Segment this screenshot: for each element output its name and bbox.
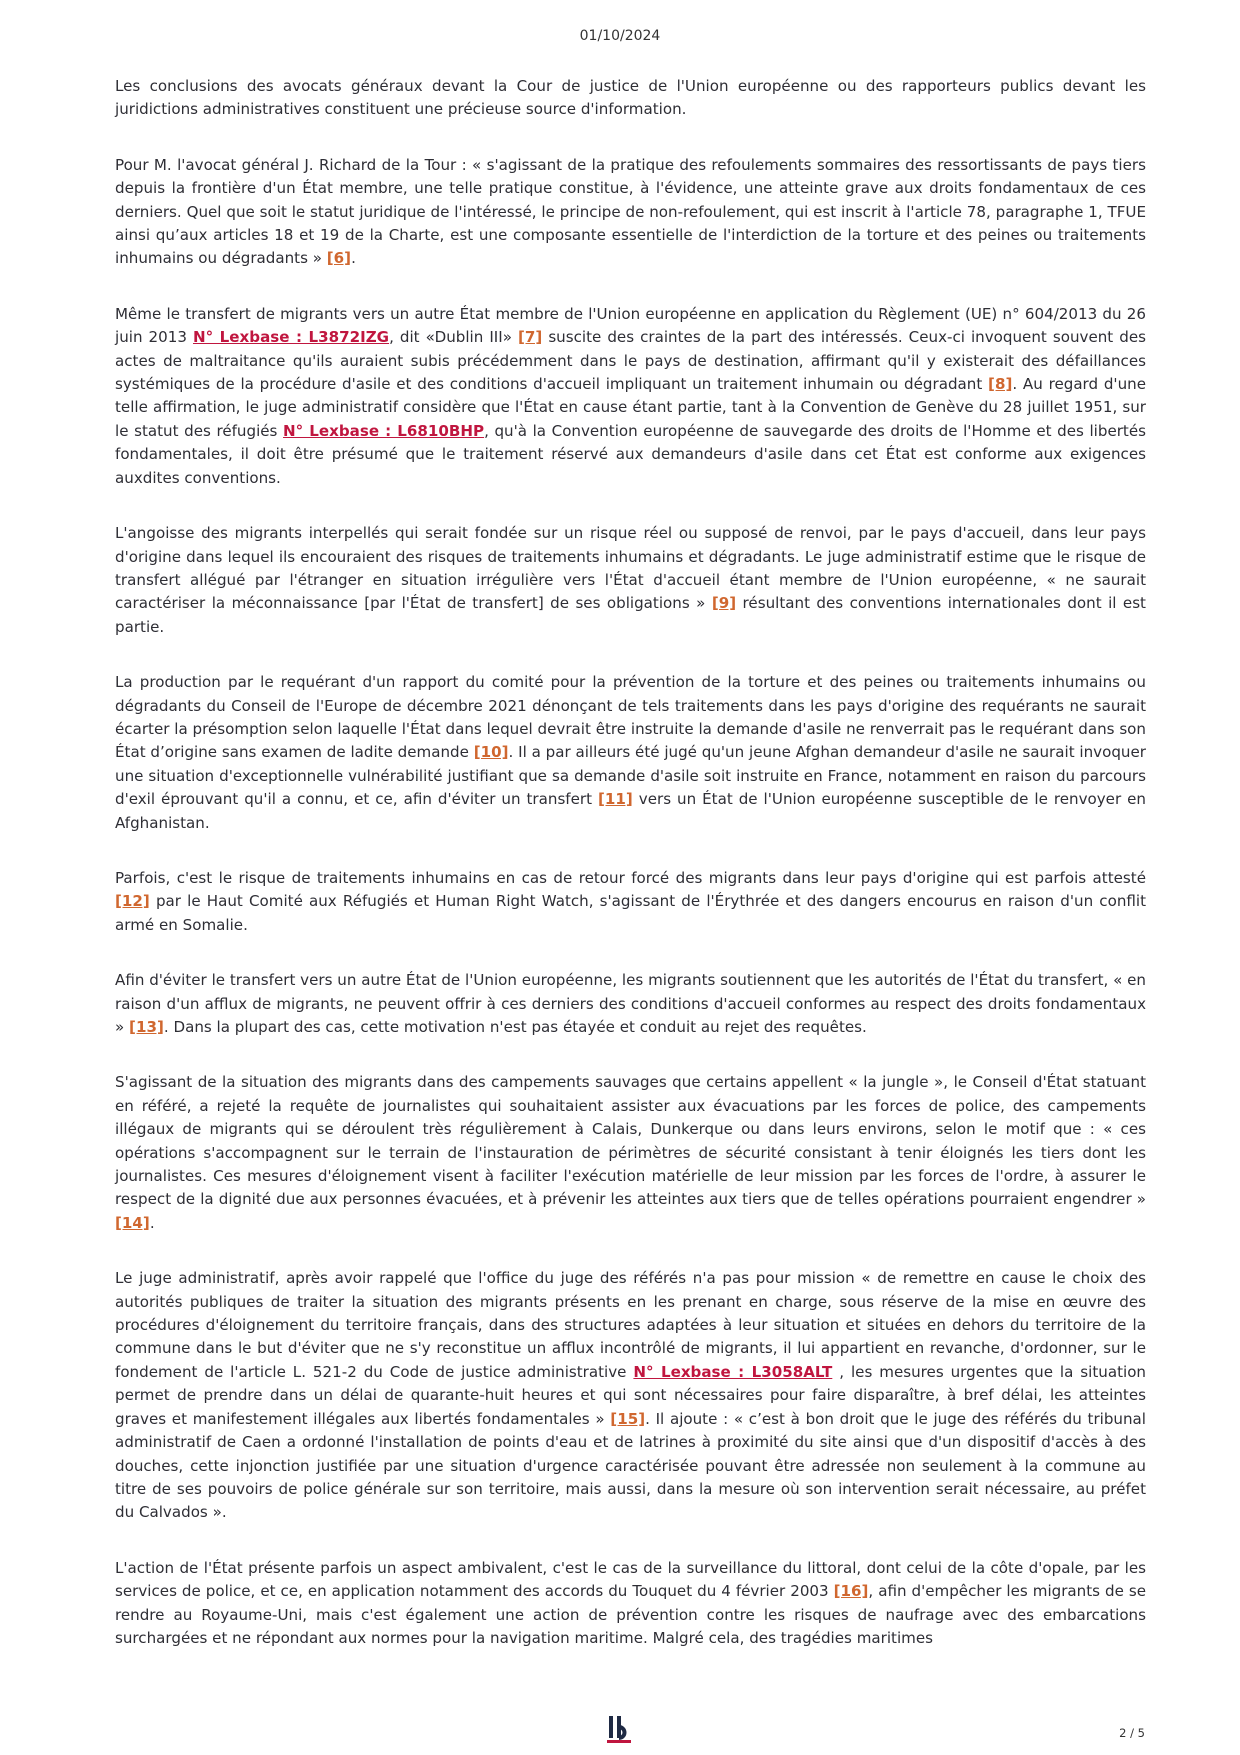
lexbase-logo-icon bbox=[604, 1714, 634, 1744]
paragraph bbox=[115, 303, 1146, 490]
paragraph-text: Le juge administratif, après avoir rappelé que l'office du juge des référés n'a pas pour mission « de remettre en cause le choix des autorités publiques de traiter la situation des migrants présents en les prenant en charge, sous réserve de la mise en œuvre des procédures d'éloignement du territoire français, dans des structures adaptées à leur situation et situées en dehors du territoire de la commune dans le but d'éviter que ne s'y reconstitue un afflux incontrôlé de migrants, il lui appartient en revanche, d'ordonner, sur le fondement de l'article L. 521-2 du Code de justice administrative bbox=[115, 1269, 1146, 1381]
paragraph-text: L'angoisse des migrants interpellés qui serait fondée sur un risque réel ou supposé de renvoi, par le pays d'accueil, dans leur pays d'origine dans lequel ils encouraient des risques de traitements inhumains et dégradants. Le juge administratif estime que le risque de transfert allégué par l'étranger en situation irrégulière vers l'État d'accueil étant membre de l'Union européenne, « ne saurait caractériser la méconnaissance [par l'État de transfert] de ses obligations » bbox=[115, 524, 1146, 613]
paragraph-text: Les conclusions des avocats généraux devant la Cour de justice de l'Union européenne ou des rapporteurs publics devant les juridictions administratives constituent une précieuse source d'information. bbox=[115, 77, 1146, 119]
paragraph bbox=[115, 1071, 1146, 1235]
paragraph-text: Parfois, c'est le risque de traitements inhumains en cas de retour forcé des migrants dans leur pays d'origine qui est parfois attesté bbox=[115, 868, 1146, 887]
footnote-link[interactable]: [15] bbox=[610, 1409, 646, 1428]
paragraph bbox=[115, 154, 1146, 271]
paragraph-text: , afin d'empêcher les migrants de se rendre au Royaume-Uni, mais c'est également une action de prévention contre les risques de naufrage avec des embarcations surchargées et ne répondant aux normes pour la navigation maritime. Malgré cela, des tragédies maritimes bbox=[115, 1582, 1146, 1647]
lexbase-reference-link[interactable]: N° Lexbase : L3058ALT bbox=[633, 1362, 833, 1381]
footnote-link[interactable]: [10] bbox=[473, 743, 509, 762]
paragraph-text: , les mesures urgentes que la situation permet de prendre dans un délai de quarante-huit heures et qui sont nécessaires pour faire disparaître, à bref délai, les atteintes graves et manifestement illégales aux libertés fondamentales » bbox=[115, 1362, 1146, 1428]
paragraph-text: vers un État de l'Union européenne susceptible de le renvoyer en Afghanistan. bbox=[115, 790, 1146, 832]
lexbase-reference-link[interactable]: N° Lexbase : L3872IZG bbox=[193, 328, 390, 347]
paragraph-text: L'action de l'État présente parfois un aspect ambivalent, c'est le cas de la surveillance du littoral, dont celui de la côte d'opale, par les services de police, et ce, en application notamment des accords du Touquet du 4 février 2003 bbox=[115, 1558, 1146, 1601]
document-body bbox=[115, 75, 1146, 1682]
paragraph-text: . Au regard d'une telle affirmation, le juge administratif considère que l'État en cause étant partie, tant à la Convention de Genève du 28 juillet 1951, sur le statut des réfugiés bbox=[115, 375, 1146, 440]
paragraph-text: Même le transfert de migrants vers un autre État membre de l'Union européenne en application du Règlement (UE) n° 604/2013 du 26 juin 2013 bbox=[115, 304, 1146, 347]
paragraph-text: . Il a par ailleurs été jugé qu'un jeune Afghan demandeur d'asile ne saurait invoquer une situation d'exceptionnelle vulnérabilité justifiant que sa demande d'asile soit instruite en France, notamment en raison du parcours d'exil éprouvant qu'il a connu, et ce, afin d'éviter un transfert bbox=[115, 743, 1146, 809]
paragraph-text: . Il ajoute : « c’est à bon droit que le juge des référés du tribunal administratif de Caen a ordonné l'installation de points d'eau et de latrines à proximité du site ainsi que d'un dispositif d'accès à des douches, cette injonction justifiée par une situation d'urgence caractérisée pouvant être adressée non seulement à la commune au titre de ses pouvoirs de police générale sur son territoire, mais aussi, dans la mesure où son intervention serait nécessaire, au préfet du Calvados ». bbox=[115, 1409, 1147, 1522]
footnote-link[interactable]: [8] bbox=[988, 375, 1013, 394]
footnote-link[interactable]: [11] bbox=[598, 790, 633, 809]
paragraph bbox=[115, 867, 1146, 937]
paragraph bbox=[115, 969, 1146, 1039]
paragraph bbox=[115, 75, 1146, 122]
page-number: 2 / 5 bbox=[1119, 1726, 1145, 1740]
paragraph-text: Pour M. l'avocat général J. Richard de la Tour : « s'agissant de la pratique des refoulements sommaires des ressortissants de pays tiers depuis la frontière d'un État membre, une telle pratique constitue, à l'évidence, une atteinte grave aux droits fondamentaux de ces derniers. Quel que soit le statut juridique de l'intéressé, le principe de non-refoulement, qui est inscrit à l'article 78, paragraphe 1, TFUE ainsi qu’aux articles 18 et 19 de la Charte, est une composante essentielle de l'interdiction de la torture et des peines ou traitements inhumains ou dégradants » bbox=[115, 155, 1146, 268]
header-date: 01/10/2024 bbox=[579, 28, 661, 44]
footnote-link[interactable]: [13] bbox=[129, 1018, 164, 1036]
paragraph-text: , dit «Dublin III» bbox=[389, 328, 518, 347]
paragraph-text: Afin d'éviter le transfert vers un autre État de l'Union européenne, les migrants soutiennent que les autorités de l'État du transfert, « en raison d'un afflux de migrants, ne peuvent offrir à ces derniers des conditions d'accueil conformes au respect des droits fondamentaux » bbox=[115, 971, 1146, 1036]
footnote-link[interactable]: [6] bbox=[326, 249, 352, 268]
paragraph-text: S'agissant de la situation des migrants dans des campements sauvages que certains appellent « la jungle », le Conseil d'État statuant en référé, a rejeté la requête de journalistes qui souhaitaient assister aux évacuations par les forces de police, des campements illégaux de migrants qui se déroulent très régulièrement à Calais, Dunkerque ou dans leurs environs, selon le motif que : « ces opérations s'accompagnent sur le terrain de l'instauration de périmètres de sécurité consistant à tenir éloignés les tiers dont les journalistes. Ces mesures d'éloignement visent à faciliter l'exécution matérielle de leur mission par les forces de l'ordre, à assurer le respect de la dignité due aux personnes évacuées, et à prévenir les atteintes aux tiers que de telles opérations pourraient engendrer » bbox=[115, 1073, 1146, 1209]
footnote-link[interactable]: [14] bbox=[115, 1213, 150, 1232]
paragraph-text: . bbox=[351, 249, 356, 268]
paragraph-text: par le Haut Comité aux Réfugiés et Human Right Watch, s'agissant de l'Érythrée et des dangers encourus en raison d'un conflit armé en Somalie. bbox=[115, 892, 1146, 934]
paragraph bbox=[115, 671, 1146, 835]
paragraph bbox=[115, 1267, 1146, 1524]
paragraph-text: suscite des craintes de la part des intéressés. Ceux-ci invoquent souvent des actes de maltraitance qu'ils auraient subis précédemment dans le pays de destination, affirmant qu'il y existerait des défaillances systémiques de la procédure d'asile et des conditions d'accueil impliquant un traitement inhumain ou dégradant bbox=[115, 328, 1146, 394]
paragraph-text: . bbox=[149, 1213, 155, 1232]
paragraph-text: résultant des conventions internationales dont il est partie. bbox=[115, 594, 1146, 636]
lexbase-reference-link[interactable]: N° Lexbase : L6810BHP bbox=[283, 421, 485, 440]
paragraph-text: . Dans la plupart des cas, cette motivation n'est pas étayée et conduit au rejet des requêtes. bbox=[163, 1018, 867, 1036]
paragraph-text: , qu'à la Convention européenne de sauvegarde des droits de l'Homme et des libertés fondamentales, il doit être présumé que le traitement réservé aux demandeurs d'asile dans cet État est conforme aux exigences auxdites conventions. bbox=[115, 421, 1147, 487]
footnote-link[interactable]: [16] bbox=[833, 1582, 869, 1601]
paragraph bbox=[115, 522, 1146, 639]
paragraph-text: La production par le requérant d'un rapport du comité pour la prévention de la torture et des peines ou traitements inhumains ou dégradants du Conseil de l'Europe de décembre 2021 dénonçant de tels traitements dans les pays d'origine des requérants ne saurait écarter la présomption selon laquelle l'État dans lequel devrait être instruite la demande d'asile ne renverrait pas le requérant dans son État d’origine sans examen de ladite demande bbox=[115, 673, 1146, 762]
footnote-link[interactable]: [12] bbox=[115, 892, 150, 911]
footnote-link[interactable]: [9] bbox=[711, 594, 737, 613]
paragraph bbox=[115, 1557, 1146, 1651]
footnote-link[interactable]: [7] bbox=[517, 328, 543, 347]
